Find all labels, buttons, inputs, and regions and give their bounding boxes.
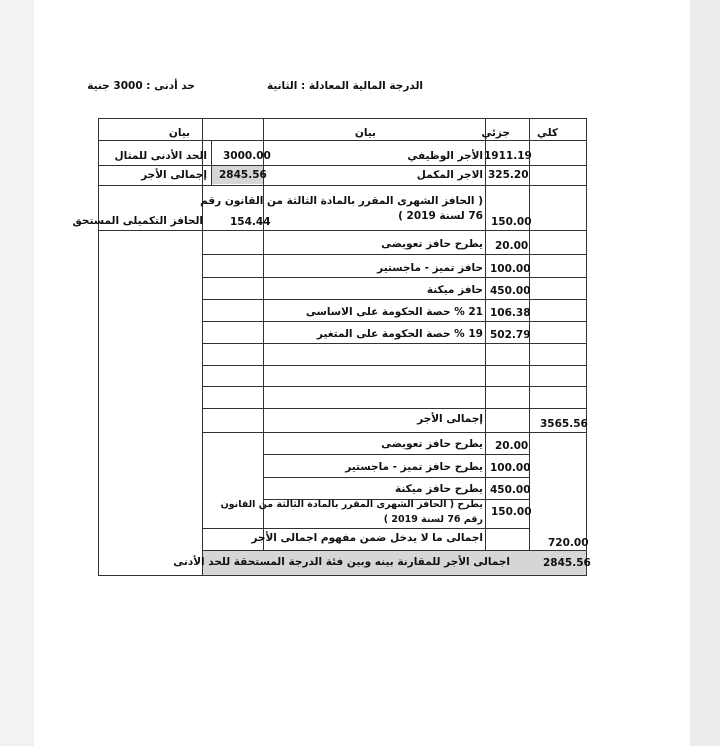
header-partial: جزئي — [481, 127, 510, 139]
left-bonus-value: 154.44 — [230, 216, 271, 228]
deduction-label-line2: رقم 76 لسنة 2019 ) — [383, 514, 483, 525]
row-partial: 325.20 — [488, 169, 529, 181]
row-partial: 20.00 — [495, 240, 529, 252]
row-label: الاجر المكمل — [416, 169, 483, 181]
row-label: 21 % حصة الحكومة على الاساسى — [305, 306, 483, 318]
comparison-value: 2845.56 — [543, 557, 591, 569]
row-partial: 502.79 — [490, 329, 531, 341]
row-partial: 150.00 — [491, 216, 532, 228]
row-label: حافز تميز - ماجستير — [377, 262, 483, 274]
deduction-label: يطرح حافز ميكنة — [394, 483, 483, 495]
row-label: 19 % حصة الحكومة على المتغير — [316, 328, 483, 340]
row-partial: 100.00 — [490, 263, 531, 275]
deduction-label: يطرح حافز تميز - ماجستير — [345, 461, 483, 473]
row-partial: 1911.19 — [484, 150, 532, 162]
grade-label: الدرجة المالية المعادلة : الثانية — [266, 80, 423, 92]
total-wage-value: 3565.56 — [540, 418, 588, 430]
left-total-value: 2845.56 — [219, 169, 267, 181]
row-partial: 450.00 — [490, 285, 531, 297]
deduction-label: يطرح حافز تعويضى — [381, 438, 483, 450]
deduction-partial: 150.00 — [491, 506, 532, 518]
deduction-partial: 100.00 — [490, 462, 531, 474]
deduction-partial: 20.00 — [495, 440, 529, 452]
minimum-label: حد أدنى : 3000 جنية — [87, 80, 195, 92]
left-min-label: الحد الأدنى للمثال — [114, 150, 207, 162]
deduction-label-line1: يطرح ( الحافز الشهرى المقرر بالمادة الثالثة من القانون — [220, 499, 483, 510]
header-statement-left: بيان — [168, 127, 190, 139]
left-min-value: 3000.00 — [223, 150, 271, 162]
row-label-line2: 76 لسنة 2019 ) — [398, 210, 483, 222]
deduction-partial: 450.00 — [490, 484, 531, 496]
excluded-label: اجمالى ما لا يدخل ضمن مفهوم اجمالى الأجر — [251, 532, 483, 544]
header-statement-middle: بيان — [354, 127, 376, 139]
left-bonus-label: الحافز التكميلى المستحق — [72, 215, 203, 227]
row-label: يطرح حافز تعويضى — [381, 238, 483, 250]
left-total-label: إجمالى الأجر — [141, 169, 207, 181]
excluded-value: 720.00 — [548, 537, 589, 549]
row-label: حافز ميكنة — [426, 284, 483, 296]
row-label-line1: ( الحافز الشهرى المقرر بالمادة الثالثة من القانون رقم — [200, 195, 483, 207]
total-wage-label: إجمالى الأجر — [417, 413, 483, 425]
comparison-label: اجمالى الأجر للمقارنة بينه وبين فئة الدرجة المستحقة للحد الأدنى — [173, 556, 510, 568]
row-label: الأجر الوظيفي — [407, 150, 483, 162]
header-total: كلي — [536, 127, 558, 139]
row-partial: 106.38 — [490, 307, 531, 319]
